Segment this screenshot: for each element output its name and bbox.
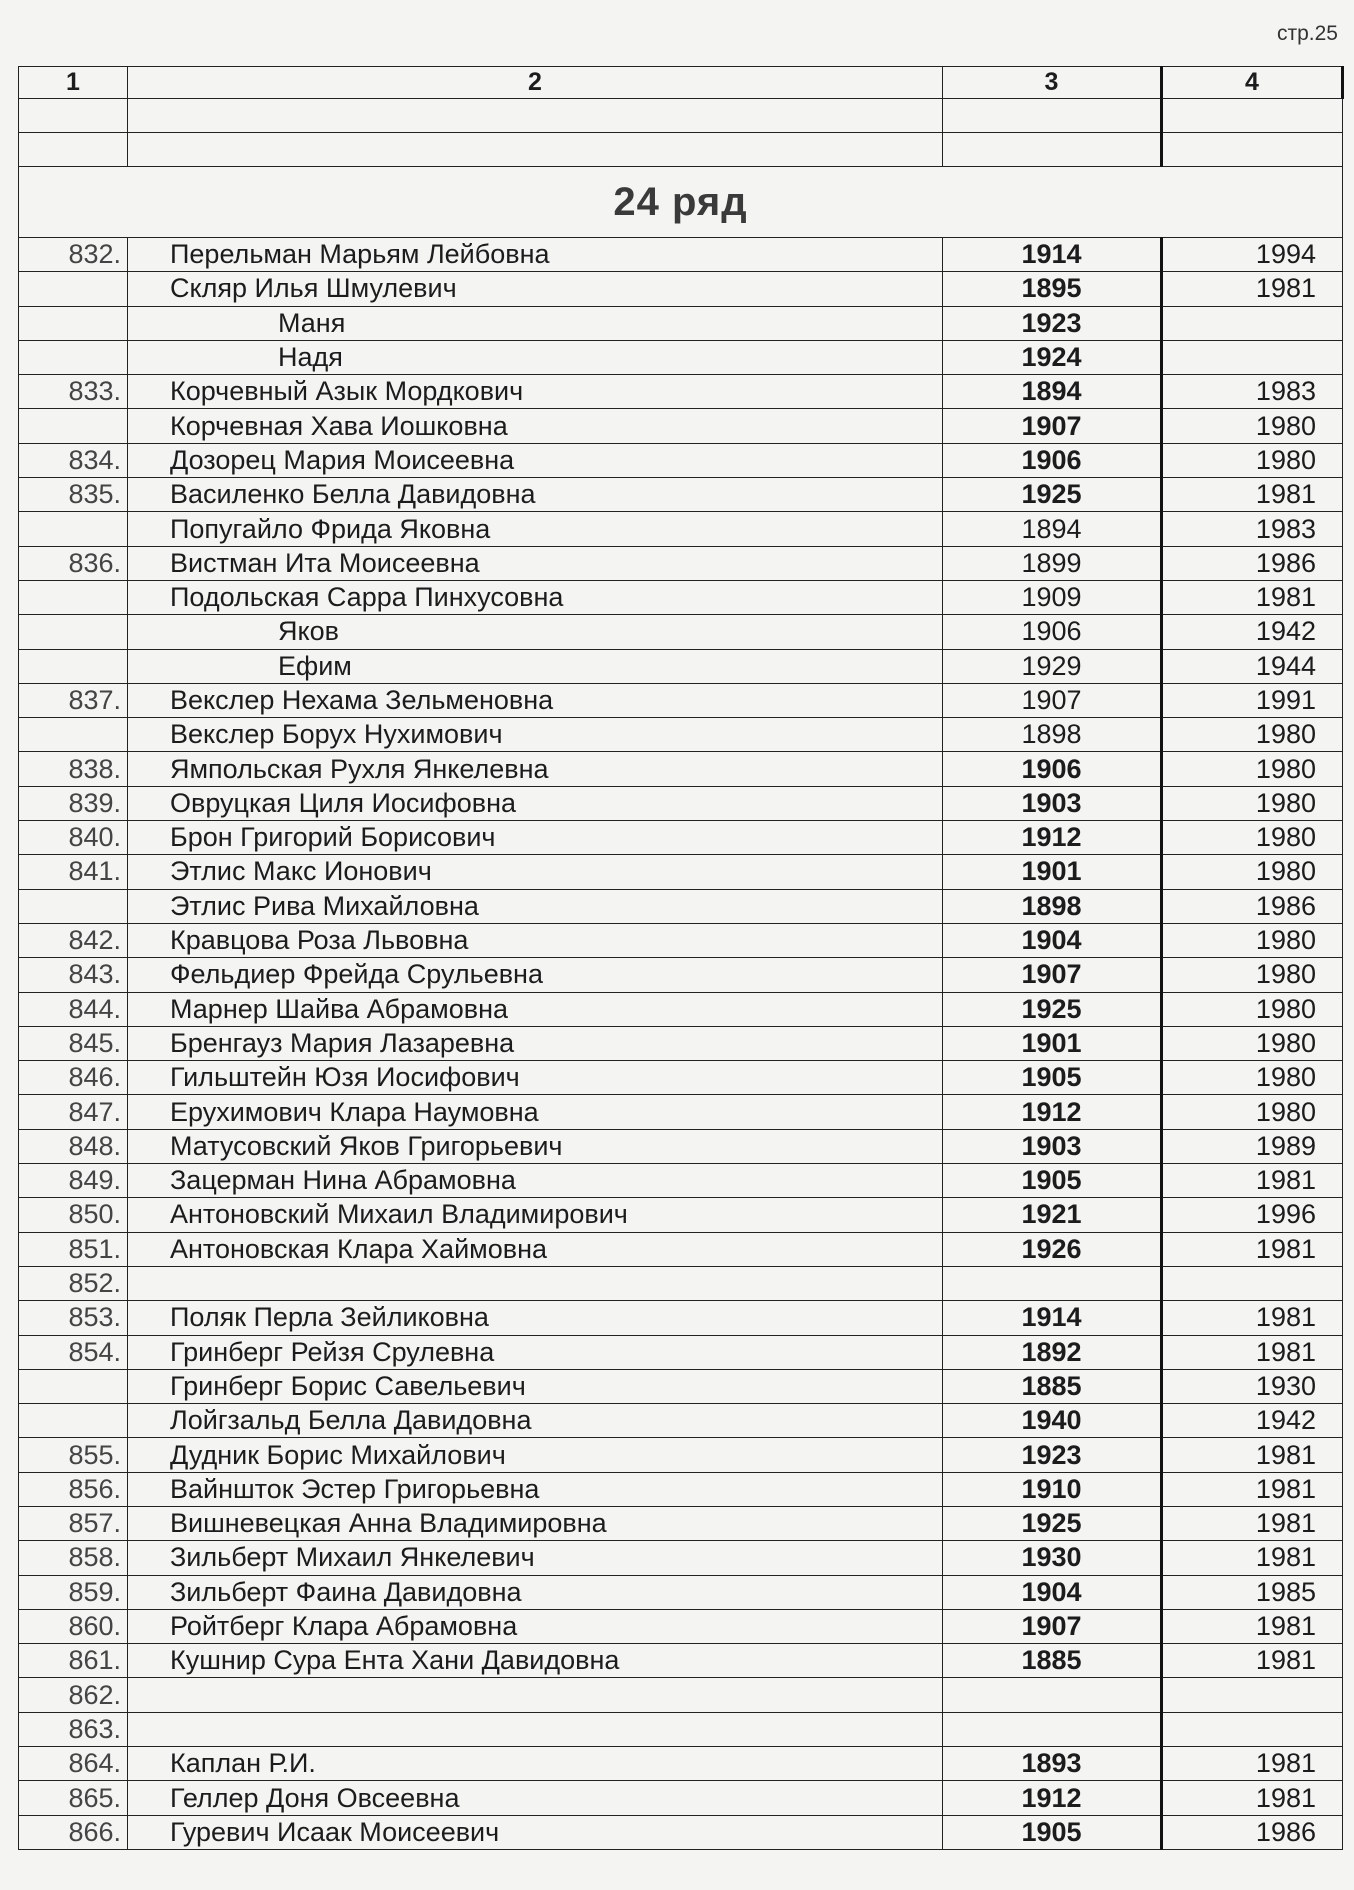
birth-year: 1906	[943, 443, 1162, 477]
person-name: Дозорец Мария Моисеевна	[128, 443, 943, 477]
death-year: 1981	[1162, 1541, 1343, 1575]
entry-number	[19, 272, 128, 306]
person-name: Корчевный Азык Мордкович	[128, 375, 943, 409]
table-row	[19, 1644, 1343, 1678]
table-row	[19, 1506, 1343, 1540]
person-name: Подольская Сарра Пинхусовна	[128, 580, 943, 614]
table-row	[19, 615, 1343, 649]
person-name: Маня	[128, 306, 943, 340]
birth-year: 1905	[943, 1164, 1162, 1198]
table-row	[19, 375, 1343, 409]
table-row	[19, 443, 1343, 477]
birth-year: 1925	[943, 478, 1162, 512]
death-year	[1162, 1678, 1343, 1712]
person-name: Геллер Доня Овсеевна	[128, 1781, 943, 1815]
birth-year	[943, 1266, 1162, 1300]
death-year: 1991	[1162, 683, 1343, 717]
person-name: Векслер Нехама Зельменовна	[128, 683, 943, 717]
birth-year: 1903	[943, 1129, 1162, 1163]
entry-number: 832.	[19, 238, 128, 272]
birth-year: 1906	[943, 615, 1162, 649]
entry-number: 835.	[19, 478, 128, 512]
death-year: 1981	[1162, 1232, 1343, 1266]
person-name: Этлис Рива Михайловна	[128, 889, 943, 923]
table-row	[19, 1198, 1343, 1232]
person-name: Марнер Шайва Абрамовна	[128, 992, 943, 1026]
person-name: Лойгзальд Белла Давидовна	[128, 1404, 943, 1438]
table-row	[19, 272, 1343, 306]
birth-year: 1910	[943, 1472, 1162, 1506]
person-name: Гринберг Рейзя Срулевна	[128, 1335, 943, 1369]
death-year: 1942	[1162, 615, 1343, 649]
entry-number: 846.	[19, 1061, 128, 1095]
person-name	[128, 1712, 943, 1746]
person-name: Ерухимович Клара Наумовна	[128, 1095, 943, 1129]
column-header-3: 3	[943, 67, 1162, 99]
birth-year: 1930	[943, 1541, 1162, 1575]
entry-number: 833.	[19, 375, 128, 409]
table-row	[19, 1438, 1343, 1472]
birth-year: 1923	[943, 1438, 1162, 1472]
birth-year: 1893	[943, 1747, 1162, 1781]
birth-year: 1926	[943, 1232, 1162, 1266]
table-row	[19, 546, 1343, 580]
table-row	[19, 1266, 1343, 1300]
entry-number: 844.	[19, 992, 128, 1026]
birth-year: 1925	[943, 992, 1162, 1026]
death-year: 1980	[1162, 752, 1343, 786]
table-row	[19, 1369, 1343, 1403]
person-name: Перельман Марьям Лейбовна	[128, 238, 943, 272]
table-row	[19, 649, 1343, 683]
death-year: 1980	[1162, 923, 1343, 957]
birth-year: 1899	[943, 546, 1162, 580]
column-header-2: 2	[128, 67, 943, 99]
empty-cell	[943, 133, 1162, 167]
death-year: 1980	[1162, 1061, 1343, 1095]
entry-number	[19, 615, 128, 649]
person-name: Гильштейн Юзя Иосифович	[128, 1061, 943, 1095]
entry-number: 838.	[19, 752, 128, 786]
birth-year: 1895	[943, 272, 1162, 306]
blank-row	[19, 133, 1343, 167]
entry-number: 834.	[19, 443, 128, 477]
birth-year: 1924	[943, 340, 1162, 374]
burial-register-table	[18, 66, 1344, 1850]
death-year: 1980	[1162, 855, 1343, 889]
person-name: Дудник Борис Михайлович	[128, 1438, 943, 1472]
death-year: 1981	[1162, 1301, 1343, 1335]
table-row	[19, 752, 1343, 786]
page-number: стр.25	[1277, 22, 1338, 45]
birth-year: 1907	[943, 958, 1162, 992]
table-row	[19, 1232, 1343, 1266]
death-year: 1981	[1162, 1747, 1343, 1781]
table-row	[19, 1472, 1343, 1506]
death-year: 1983	[1162, 375, 1343, 409]
entry-number: 856.	[19, 1472, 128, 1506]
table-row	[19, 786, 1343, 820]
entry-number	[19, 1404, 128, 1438]
table-row	[19, 1164, 1343, 1198]
entry-number	[19, 889, 128, 923]
death-year: 1981	[1162, 1506, 1343, 1540]
birth-year: 1914	[943, 238, 1162, 272]
entry-number: 855.	[19, 1438, 128, 1472]
table-row	[19, 1781, 1343, 1815]
birth-year: 1885	[943, 1369, 1162, 1403]
person-name: Кравцова Роза Львовна	[128, 923, 943, 957]
birth-year: 1912	[943, 821, 1162, 855]
death-year: 1981	[1162, 478, 1343, 512]
person-name: Ямпольская Рухля Янкелевна	[128, 752, 943, 786]
entry-number: 852.	[19, 1266, 128, 1300]
death-year: 1980	[1162, 1095, 1343, 1129]
death-year: 1985	[1162, 1575, 1343, 1609]
death-year: 1986	[1162, 546, 1343, 580]
entry-number: 854.	[19, 1335, 128, 1369]
birth-year: 1905	[943, 1061, 1162, 1095]
entry-number: 858.	[19, 1541, 128, 1575]
birth-year: 1903	[943, 786, 1162, 820]
birth-year: 1901	[943, 1026, 1162, 1060]
death-year: 1986	[1162, 889, 1343, 923]
entry-number: 836.	[19, 546, 128, 580]
death-year: 1986	[1162, 1815, 1343, 1849]
section-row	[19, 167, 1343, 238]
table-row	[19, 306, 1343, 340]
death-year: 1980	[1162, 821, 1343, 855]
person-name: Овруцкая Циля Иосифовна	[128, 786, 943, 820]
empty-cell	[1162, 133, 1343, 167]
birth-year: 1901	[943, 855, 1162, 889]
person-name: Корчевная Хава Иошковна	[128, 409, 943, 443]
entry-number: 840.	[19, 821, 128, 855]
birth-year	[943, 1712, 1162, 1746]
birth-year: 1892	[943, 1335, 1162, 1369]
table-row	[19, 1541, 1343, 1575]
death-year: 1980	[1162, 718, 1343, 752]
death-year: 1980	[1162, 958, 1343, 992]
person-name: Гринберг Борис Савельевич	[128, 1369, 943, 1403]
table-row	[19, 1678, 1343, 1712]
empty-cell	[19, 133, 128, 167]
table-row	[19, 238, 1343, 272]
entry-number: 839.	[19, 786, 128, 820]
death-year: 1994	[1162, 238, 1343, 272]
column-header-1: 1	[19, 67, 128, 99]
entry-number	[19, 340, 128, 374]
birth-year: 1907	[943, 683, 1162, 717]
birth-year: 1885	[943, 1644, 1162, 1678]
death-year: 1996	[1162, 1198, 1343, 1232]
entry-number: 848.	[19, 1129, 128, 1163]
death-year	[1162, 1266, 1343, 1300]
person-name: Поляк Перла Зейликовна	[128, 1301, 943, 1335]
birth-year: 1940	[943, 1404, 1162, 1438]
death-year: 1981	[1162, 1472, 1343, 1506]
person-name: Этлис Макс Ионович	[128, 855, 943, 889]
table-row	[19, 1404, 1343, 1438]
person-name: Вайншток Эстер Григорьевна	[128, 1472, 943, 1506]
section-title: 24 ряд	[19, 167, 1343, 238]
person-name: Яков	[128, 615, 943, 649]
person-name: Попугайло Фрида Яковна	[128, 512, 943, 546]
entry-number: 859.	[19, 1575, 128, 1609]
birth-year	[943, 1678, 1162, 1712]
empty-cell	[128, 133, 943, 167]
person-name: Брон Григорий Борисович	[128, 821, 943, 855]
person-name: Кушнир Сура Ента Хани Давидовна	[128, 1644, 943, 1678]
table-row	[19, 1129, 1343, 1163]
entry-number: 862.	[19, 1678, 128, 1712]
death-year: 1942	[1162, 1404, 1343, 1438]
table-row	[19, 340, 1343, 374]
birth-year: 1894	[943, 512, 1162, 546]
birth-year: 1898	[943, 889, 1162, 923]
table-row	[19, 1095, 1343, 1129]
entry-number: 861.	[19, 1644, 128, 1678]
death-year: 1981	[1162, 1781, 1343, 1815]
entry-number: 865.	[19, 1781, 128, 1815]
table-row	[19, 1747, 1343, 1781]
entry-number	[19, 512, 128, 546]
person-name: Матусовский Яков Григорьевич	[128, 1129, 943, 1163]
death-year: 1930	[1162, 1369, 1343, 1403]
birth-year: 1914	[943, 1301, 1162, 1335]
death-year: 1981	[1162, 272, 1343, 306]
birth-year: 1904	[943, 923, 1162, 957]
death-year: 1981	[1162, 1609, 1343, 1643]
entry-number: 850.	[19, 1198, 128, 1232]
birth-year: 1904	[943, 1575, 1162, 1609]
birth-year: 1923	[943, 306, 1162, 340]
birth-year: 1909	[943, 580, 1162, 614]
table-row	[19, 821, 1343, 855]
birth-year: 1912	[943, 1781, 1162, 1815]
death-year: 1981	[1162, 1335, 1343, 1369]
entry-number: 837.	[19, 683, 128, 717]
table-row	[19, 409, 1343, 443]
entry-number: 843.	[19, 958, 128, 992]
death-year	[1162, 1712, 1343, 1746]
entry-number: 863.	[19, 1712, 128, 1746]
entry-number	[19, 1369, 128, 1403]
birth-year: 1921	[943, 1198, 1162, 1232]
entry-number: 857.	[19, 1506, 128, 1540]
entry-number: 864.	[19, 1747, 128, 1781]
death-year: 1980	[1162, 409, 1343, 443]
death-year: 1980	[1162, 786, 1343, 820]
death-year: 1983	[1162, 512, 1343, 546]
column-header-4: 4	[1162, 67, 1343, 99]
entry-number: 849.	[19, 1164, 128, 1198]
birth-year: 1905	[943, 1815, 1162, 1849]
person-name: Каплан Р.И.	[128, 1747, 943, 1781]
entry-number	[19, 649, 128, 683]
empty-cell	[943, 99, 1162, 133]
entry-number: 860.	[19, 1609, 128, 1643]
person-name	[128, 1266, 943, 1300]
table-row	[19, 512, 1343, 546]
person-name: Бренгауз Мария Лазаревна	[128, 1026, 943, 1060]
death-year: 1981	[1162, 1438, 1343, 1472]
person-name: Зильберт Михаил Янкелевич	[128, 1541, 943, 1575]
person-name: Антоновский Михаил Владимирович	[128, 1198, 943, 1232]
entry-number: 845.	[19, 1026, 128, 1060]
table-row	[19, 855, 1343, 889]
birth-year: 1898	[943, 718, 1162, 752]
table-row	[19, 889, 1343, 923]
birth-year: 1906	[943, 752, 1162, 786]
person-name: Надя	[128, 340, 943, 374]
person-name: Ройтберг Клара Абрамовна	[128, 1609, 943, 1643]
entry-number: 851.	[19, 1232, 128, 1266]
table-row	[19, 1575, 1343, 1609]
entry-number: 866.	[19, 1815, 128, 1849]
table-row	[19, 718, 1343, 752]
birth-year: 1929	[943, 649, 1162, 683]
person-name: Вишневецкая Анна Владимировна	[128, 1506, 943, 1540]
table-row	[19, 1026, 1343, 1060]
death-year: 1981	[1162, 1164, 1343, 1198]
entry-number	[19, 580, 128, 614]
person-name: Антоновская Клара Хаймовна	[128, 1232, 943, 1266]
death-year	[1162, 340, 1343, 374]
death-year: 1980	[1162, 443, 1343, 477]
birth-year: 1894	[943, 375, 1162, 409]
table-row	[19, 580, 1343, 614]
person-name	[128, 1678, 943, 1712]
person-name: Векслер Борух Нухимович	[128, 718, 943, 752]
person-name: Вистман Ита Моисеевна	[128, 546, 943, 580]
birth-year: 1907	[943, 409, 1162, 443]
table-row	[19, 958, 1343, 992]
table-row	[19, 1609, 1343, 1643]
death-year: 1981	[1162, 1644, 1343, 1678]
entry-number: 847.	[19, 1095, 128, 1129]
entry-number	[19, 306, 128, 340]
empty-cell	[19, 99, 128, 133]
column-header-row	[19, 67, 1343, 99]
person-name: Зацерман Нина Абрамовна	[128, 1164, 943, 1198]
death-year	[1162, 306, 1343, 340]
birth-year: 1912	[943, 1095, 1162, 1129]
entry-number: 853.	[19, 1301, 128, 1335]
empty-cell	[1162, 99, 1343, 133]
table-row	[19, 683, 1343, 717]
death-year: 1989	[1162, 1129, 1343, 1163]
death-year: 1981	[1162, 580, 1343, 614]
person-name: Фельдиер Фрейда Срульевна	[128, 958, 943, 992]
table-row	[19, 992, 1343, 1026]
death-year: 1980	[1162, 992, 1343, 1026]
entry-number	[19, 409, 128, 443]
death-year: 1944	[1162, 649, 1343, 683]
entry-number	[19, 718, 128, 752]
person-name: Гуревич Исаак Моисеевич	[128, 1815, 943, 1849]
table-row	[19, 923, 1343, 957]
death-year: 1980	[1162, 1026, 1343, 1060]
entry-number: 841.	[19, 855, 128, 889]
person-name: Ефим	[128, 649, 943, 683]
birth-year: 1907	[943, 1609, 1162, 1643]
table-row	[19, 1712, 1343, 1746]
empty-cell	[128, 99, 943, 133]
entry-number: 842.	[19, 923, 128, 957]
table-row	[19, 1335, 1343, 1369]
person-name: Скляр Илья Шмулевич	[128, 272, 943, 306]
table-row	[19, 1301, 1343, 1335]
table-row	[19, 478, 1343, 512]
blank-row	[19, 99, 1343, 133]
person-name: Василенко Белла Давидовна	[128, 478, 943, 512]
person-name: Зильберт Фаина Давидовна	[128, 1575, 943, 1609]
table-row	[19, 1815, 1343, 1849]
birth-year: 1925	[943, 1506, 1162, 1540]
table-row	[19, 1061, 1343, 1095]
